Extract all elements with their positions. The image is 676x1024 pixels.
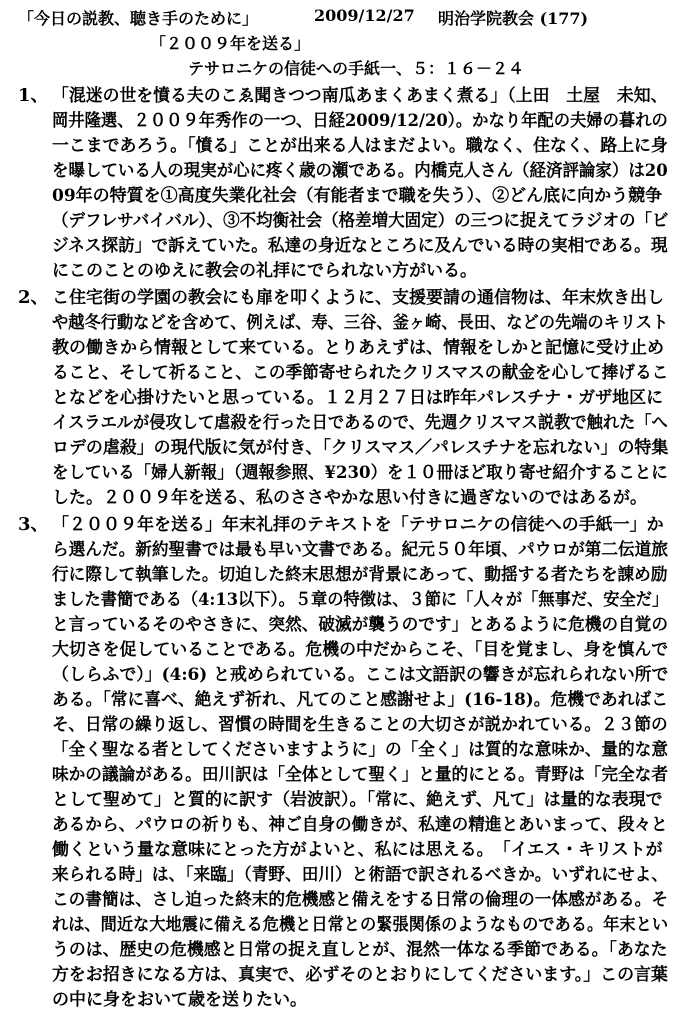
- paragraph-line: 岡井隆選、２００９年秀作の一つ、日経2009/12/20）。かなり年配の夫婦の暮れの: [52, 111, 668, 131]
- sermon-title: 「２００９年を送る」: [150, 34, 311, 53]
- paragraph-line: イスラエルが侵攻して虐殺を行った日であるので、先週クリスマス説教で触れた「へ: [52, 413, 668, 433]
- paragraph-line: 09年の特質を①高度失業化社会（有能者まで職を失う）、②どん底に向かう競争: [52, 186, 663, 206]
- paragraph-line: れは、間近な大地震に備える危機と日常との緊張関係のようなものである。年末とい: [52, 915, 669, 935]
- paragraph-line: の中に身をおいて歳を送りたい。: [52, 990, 307, 1010]
- paragraph-line: 働くという量な意味にとった方がよいと、私には思える。 「イエス・キリストが: [52, 840, 663, 860]
- paragraph-line: 「全く聖なる者としてくださいますように」の「全く」は質的な意味か、量的な意: [52, 740, 668, 760]
- paragraph-line: をしている「婦人新報」（週報参照、¥230）を１０冊ほど取り寄せ紹介することに: [52, 463, 668, 483]
- paragraph-line: うのは、歴史の危機感と日常の捉え直しとが、混然一体なる季節である。「あなた: [52, 940, 668, 960]
- paragraph-line: 大切さを促していることである。危機の中だからこそ、「目を覚まし、身を慎んで: [52, 640, 669, 660]
- church-name: 明治学院教会 (177): [438, 9, 589, 28]
- paragraph-line: ること、そして祈ること、この季節寄せられたクリスマスの献金を心して捧げるこ: [52, 363, 669, 383]
- paragraph-line: 来られる時」は、「来臨」（青野、田川）と術語で訳されるべきか。いずれにせよ、: [52, 865, 668, 885]
- paragraph-line: 一こまであろう。「憤る」ことが出来る人はまだよい。職なく、住なく、路上に身: [52, 136, 668, 156]
- section-number: 2、: [18, 287, 49, 308]
- series-title: 「今日の説教、聴き手のために」: [18, 9, 259, 28]
- paragraph-line: （しらふで）」(4:6) と戒められている。ここは文語訳の響きが忘れられない所で: [52, 665, 669, 685]
- paragraph-line: あるから、パウロの祈りも、神ご自身の働きが、私達の精進とあいまって、段々と: [52, 815, 668, 835]
- paragraph-line: として聖めて」と質的に訳す（岩波訳）。「常に、絶えず、凡て」は量的な表現で: [52, 790, 663, 810]
- paragraph-line: ジネス探訪」で訴えていた。私達の身近なところに及んでいる時の実相である。現: [52, 236, 668, 256]
- section-number: 1、: [18, 85, 49, 106]
- paragraph-line: ら選んだ。新約聖書では最も早い文書である。紀元５０年頃、パウロが第二伝道旅: [52, 540, 668, 560]
- paragraph-line: 「混迷の世を憤る夫のこゑ聞きつつ南瓜あまくあまく煮る」（上田 土屋 未知、: [52, 86, 668, 106]
- paragraph-line: 教の働きから情報として来ている。とりあえずは、情報をしかと記憶に受け止め: [52, 338, 664, 358]
- paragraph-line: や越冬行動などを含めて、例えば、寿、三谷、釜ヶ崎、長田、などの先端のキリスト: [52, 313, 669, 333]
- paragraph-line: にこのことのゆえに教会の礼拝にでられない方がいる。: [52, 261, 477, 281]
- scripture-reference: テサロニケの信徒への手紙一、５：１６－２４: [188, 59, 525, 78]
- paragraph-line: ロデの虐殺」の現代版に気が付き、「クリスマス／パレスチナを忘れない」の特集: [52, 438, 669, 458]
- paragraph-line: こ住宅街の学園の教会にも扉を叩くように、支援要請の通信物は、年末炊き出し: [52, 288, 664, 308]
- paragraph-line: （デフレサバイバル）、③不均衡社会（格差増大固定）の三つに捉えてラジオの「ビ: [52, 211, 669, 231]
- paragraph-line: した。２００９年を送る、私のささやかな思い付きに過ぎないのではあるが。: [52, 488, 647, 508]
- paragraph-line: ました書簡である（4:13以下）。５章の特徴は、３節に「人々が「無事だ、安全だ」: [52, 590, 669, 610]
- paragraph-line: 味かの議論がある。田川訳は「全体として聖く」と量的にとる。青野は「完全な者: [52, 765, 668, 785]
- date: 2009/12/27: [314, 6, 415, 25]
- header: [18, 6, 658, 28]
- paragraph-line: 方をお招きになる方は、真実で、必ずそのとおりにしてくださいます。」この言葉: [52, 965, 668, 985]
- paragraph-line: 行に際して執筆した。切迫した終末思想が背景にあって、動揺する者たちを諌め励: [52, 565, 668, 585]
- paragraph-line: となどを心掛けたいと思っている。１２月２７日は昨年パレスチナ・ガザ地区に: [52, 388, 664, 408]
- section-number: 3、: [18, 514, 49, 535]
- paragraph-line: ある。「常に喜べ、絶えず祈れ、凡てのこと感謝せよ」(16-18)。危機であればこ: [52, 690, 668, 710]
- paragraph-line: 「２００９年を送る」年末礼拝のテキストを「テサロニケの信徒への手紙一」か: [52, 515, 664, 535]
- paragraph-line: と言っているそのやさきに、突然、破滅が襲うのです」とあるように危機の自覚の: [52, 615, 668, 635]
- paragraph-line: この書簡は、さし迫った終末的危機感と備えをする日常の倫理の一体感がある。そ: [52, 890, 668, 910]
- paragraph-line: そ、日常の繰り返し、習慣の時間を生きることの大切さが説かれている。２３節の: [52, 715, 668, 735]
- paragraph-line: を曝している人の現実が心に疼く歳の瀬である。内橋克人さん（経済評論家）は20: [52, 161, 668, 181]
